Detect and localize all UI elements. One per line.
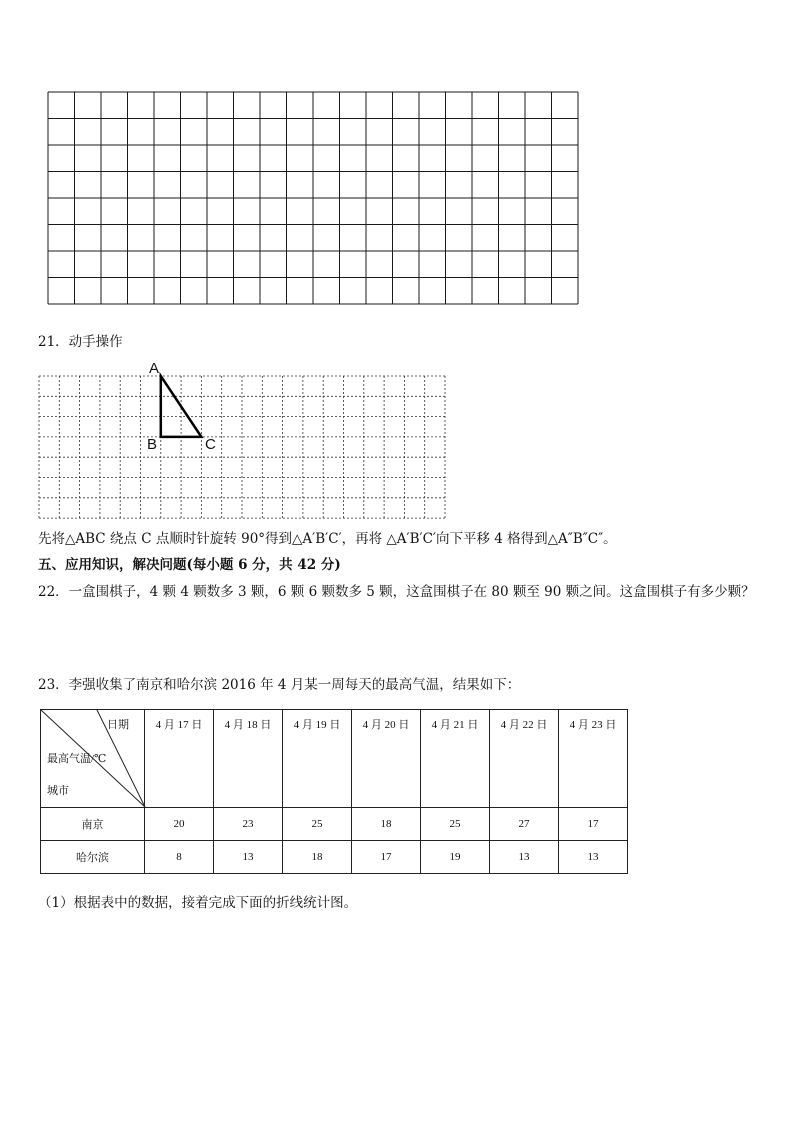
date-header-cell — [145, 710, 214, 808]
q21-title: 21．动手操作 — [38, 334, 123, 350]
date-header: 4 月 22 日 — [500, 719, 548, 731]
date-header: 4 月 21 日 — [431, 719, 479, 731]
temp-cell: 18 — [352, 808, 421, 841]
temp-cell: 25 — [421, 808, 490, 841]
city-cell: 南京 — [41, 808, 145, 841]
date-header-cell — [421, 710, 490, 808]
date-header-cell — [283, 710, 352, 808]
temp-cell: 13 — [490, 841, 559, 874]
vertex-label-a: A — [149, 360, 160, 377]
temp-cell: 8 — [145, 841, 214, 874]
date-header-cell — [490, 710, 559, 808]
q23-sub1: （1）根据表中的数据，接着完成下面的折线统计图。 — [38, 895, 358, 911]
vertex-label-b: B — [147, 436, 158, 453]
table-row-nanjing — [41, 808, 628, 841]
diagonal-header-cell — [41, 710, 145, 808]
temperature-table — [40, 709, 628, 874]
temp-cell: 18 — [283, 841, 352, 874]
date-header: 4 月 18 日 — [224, 719, 272, 731]
corner-city-label: 城市 — [47, 785, 69, 797]
temp-cell: 13 — [559, 841, 628, 874]
q23-intro: 23．李强收集了南京和哈尔滨 2016 年 4 月某一周每天的最高气温，结果如下： — [38, 677, 521, 693]
temp-cell: 17 — [559, 808, 628, 841]
date-header: 4 月 20 日 — [362, 719, 410, 731]
corner-date-label: 日期 — [107, 719, 129, 731]
date-header-cell — [214, 710, 283, 808]
date-header: 4 月 23 日 — [569, 719, 617, 731]
date-header: 4 月 19 日 — [293, 719, 341, 731]
temp-cell: 25 — [283, 808, 352, 841]
temp-cell: 23 — [214, 808, 283, 841]
table-header-row — [41, 710, 628, 808]
temp-cell: 13 — [214, 841, 283, 874]
section-heading: 五、应用知识，解决问题(每小题 6 分，共 42 分) — [38, 557, 341, 573]
city-cell: 哈尔滨 — [41, 841, 145, 874]
temp-cell: 20 — [145, 808, 214, 841]
q21-instruction: 先将△ABC 绕点 C 点顺时针旋转 90°得到△A′B′C′，再将 △A′B′C′向下平移 4 格得到△A″B″C″。 — [38, 531, 617, 547]
vertex-label-c: C — [205, 436, 216, 453]
corner-temp-label: 最高气温/℃ — [47, 753, 107, 765]
temp-cell: 27 — [490, 808, 559, 841]
temp-cell: 19 — [421, 841, 490, 874]
date-header-cell — [352, 710, 421, 808]
q22-text: 22．一盒围棋子，4 颗 4 颗数多 3 颗，6 颗 6 颗数多 5 颗，这盒围棋子在 80 颗至 90 颗之间。这盒围棋子有多少颗？ — [38, 584, 755, 600]
date-header-cell — [559, 710, 628, 808]
dotted-grid-with-triangle — [39, 376, 448, 517]
temp-cell: 17 — [352, 841, 421, 874]
date-header: 4 月 17 日 — [155, 719, 203, 731]
blank-square-grid — [48, 92, 578, 304]
table-row-harbin — [41, 841, 628, 874]
